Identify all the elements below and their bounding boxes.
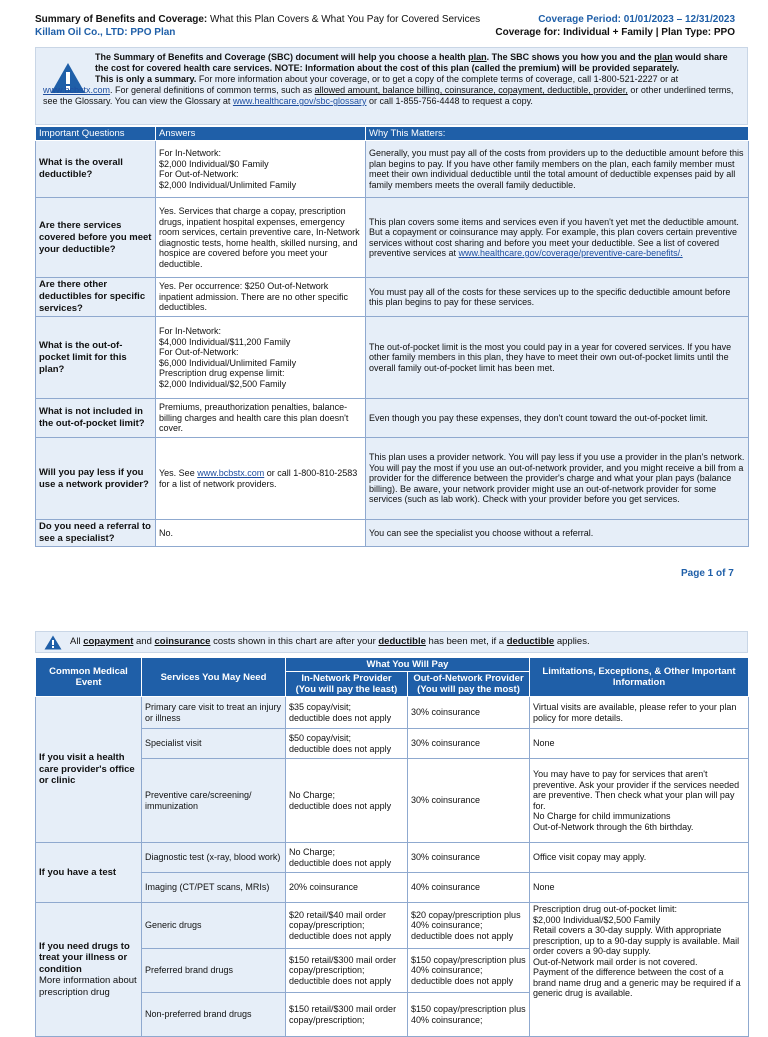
preventive-care-link[interactable]: www.healthcare.gov/coverage/preventive-care-benefits/.: [458, 248, 683, 258]
col-header-event: Common Medical Event: [36, 658, 142, 697]
cost-notice: All copayment and coinsurance costs shown in this chart are after your deductible has been met, if a deductible applies.: [35, 631, 748, 653]
question-cell: Are there other deductibles for specific services?: [36, 278, 156, 317]
why-cell: You can see the specialist you choose without a referral.: [366, 520, 749, 547]
limitations-cell: None: [530, 729, 749, 759]
in-network-cell: No Charge; deductible does not apply: [286, 843, 408, 873]
question-cell: Do you need a referral to see a specialist?: [36, 520, 156, 547]
bcbstx-link[interactable]: www.bcbstx.com: [43, 85, 111, 95]
limitations-cell: You may have to pay for services that aren't preventive. Ask your provider if the services needed are preventive. Then check what your plan will pay for. No Charge for child immunizations Out-of-Network through the 6th birthday.: [530, 759, 749, 843]
why-cell: This plan covers some items and services even if you haven't yet met the deductible amount. But a copayment or coinsurance may apply. For example, this plan covers certain preventive services without cost sharing and before you meet your deductible. See a list of covered preventive services at www.healthcare.gov/coverage/preventive-care-benefits/.: [366, 198, 749, 278]
benefits-table: [35, 657, 749, 1037]
in-network-cell: $35 copay/visit; deductible does not apply: [286, 697, 408, 729]
question-cell: What is the out-of-pocket limit for this plan?: [36, 317, 156, 399]
service-cell: Non-preferred brand drugs: [142, 993, 286, 1037]
answer-cell: Yes. Per occurrence: $250 Out-of-Network inpatient admission. There are no other specific deductibles.: [156, 278, 366, 317]
why-cell: The out-of-pocket limit is the most you could pay in a year for covered services. If you have other family members in this plan, they have to meet their own out-of-pocket limits until the overall family out-of-pocket limit has been met.: [366, 317, 749, 399]
service-cell: Preferred brand drugs: [142, 949, 286, 993]
table-row: [36, 198, 749, 278]
col-header-what-you-pay: What You Will Pay: [286, 658, 530, 672]
out-network-cell: $20 copay/prescription plus 40% coinsurance; deductible does not apply: [408, 903, 530, 949]
answer-cell: Yes. See www.bcbstx.com or call 1-800-810-2583 for a list of network providers.: [156, 438, 366, 520]
glossary-link[interactable]: www.healthcare.gov/sbc-glossary: [232, 96, 367, 106]
question-cell: What is the overall deductible?: [36, 141, 156, 198]
table-row: [36, 697, 749, 729]
out-network-cell: 30% coinsurance: [408, 697, 530, 729]
page-number: Page 1 of 7: [681, 568, 734, 579]
summary-notice: [35, 47, 748, 125]
coverage-for: Coverage for: Individual + Family | Plan Type: PPO: [495, 27, 735, 38]
col-header-limitations: Limitations, Exceptions, & Other Important Information: [530, 658, 749, 697]
out-network-cell: $150 copay/prescription plus 40% coinsurance; deductible does not apply: [408, 949, 530, 993]
limitations-cell: Virtual visits are available, please refer to your plan policy for more details.: [530, 697, 749, 729]
in-network-cell: 20% coinsurance: [286, 873, 408, 903]
medical-event-cell: If you have a test: [36, 843, 142, 903]
service-cell: Diagnostic test (x-ray, blood work): [142, 843, 286, 873]
in-network-cell: $20 retail/$40 mail order copay/prescription; deductible does not apply: [286, 903, 408, 949]
table-row: [36, 520, 749, 547]
why-cell: Generally, you must pay all of the costs from providers up to the deductible amount before this plan begins to pay. If you have other family members on the plan, each family member must meet their own individual deductible until the total amount of deductible expenses paid by all family members meets the overall family deductible.: [366, 141, 749, 198]
in-network-cell: No Charge; deductible does not apply: [286, 759, 408, 843]
col-header-why: Why This Matters:: [366, 127, 749, 141]
service-cell: Generic drugs: [142, 903, 286, 949]
why-cell: Even though you pay these expenses, they don't count toward the out-of-pocket limit.: [366, 399, 749, 438]
answer-cell: Premiums, preauthorization penalties, balance-billing charges and health care this plan doesn't cover.: [156, 399, 366, 438]
col-header-services: Services You May Need: [142, 658, 286, 697]
col-header-questions: Important Questions: [36, 127, 156, 141]
provider-list-link[interactable]: www.bcbstx.com: [197, 468, 265, 478]
notice-intro: The Summary of Benefits and Coverage (SBC) document will help you choose a health plan. The SBC shows you how you and the plan would share the cost for covered health care services. NOTE: Information about the cost of this plan (called the premium) will be provided separately.: [95, 52, 728, 73]
service-cell: Preventive care/screening/ immunization: [142, 759, 286, 843]
table-row: [36, 843, 749, 873]
out-network-cell: $150 copay/prescription plus 40% coinsurance;: [408, 993, 530, 1037]
sbc-header: [35, 13, 735, 41]
col-header-in-network: In-Network Provider (You will pay the least): [286, 672, 408, 697]
medical-event-cell: If you visit a health care provider's office or clinic: [36, 697, 142, 843]
plan-name: Killam Oil Co., LTD: PPO Plan: [35, 27, 176, 38]
table-row: [36, 141, 749, 198]
question-cell: What is not included in the out-of-pocket limit?: [36, 399, 156, 438]
answer-cell: Yes. Services that charge a copay, prescription drugs, inpatient hospital expenses, emergency room services, certain preventive care, In-Network diagnostic tests, home health, skilled nursing, and hospice are covered before you meet your deductible.: [156, 198, 366, 278]
out-network-cell: 30% coinsurance: [408, 843, 530, 873]
document-title: Summary of Benefits and Coverage: What this Plan Covers & What You Pay for Covered Services: [35, 14, 481, 25]
medical-event-cell: If you need drugs to treat your illness or condition More information about prescription drug: [36, 903, 142, 1037]
col-header-answers: Answers: [156, 127, 366, 141]
out-network-cell: 40% coinsurance: [408, 873, 530, 903]
table-row: [36, 438, 749, 520]
in-network-cell: $50 copay/visit; deductible does not apply: [286, 729, 408, 759]
table-row: [36, 729, 749, 759]
limitations-cell: Office visit copay may apply.: [530, 843, 749, 873]
table-row: [36, 873, 749, 903]
why-cell: This plan uses a provider network. You will pay less if you use a provider in the plan's network. You will pay the most if you use an out-of-network provider, and you might receive a bill from a provider for the difference between the provider's charge and what your plan pays (balance billing). Be aware, your network provider might use an out-of-network provider for some services (such as lab work). Check with your provider before you get services.: [366, 438, 749, 520]
question-cell: Will you pay less if you use a network provider?: [36, 438, 156, 520]
answer-cell: For In-Network: $4,000 Individual/$11,200 Family For Out-of-Network: $6,000 Individual/Unlimited Family Prescription drug expense limit: $2,000 Individual/$2,500 Family: [156, 317, 366, 399]
notice-details-cont: www.bcbstx.com. For general definitions of common terms, such as allowed amount, balance billing, coinsurance, copayment, deductible, provider, or other underlined terms, see the Glossary. You can view the Glossary at www.healthcare.gov/sbc-glossary or call 1-855-756-4448 to request a copy.: [43, 85, 734, 106]
why-cell: You must pay all of the costs for these services up to the specific deductible amount before this plan begins to pay for these services.: [366, 278, 749, 317]
limitations-cell: Prescription drug out-of-pocket limit: $2,000 Individual/$2,500 Family Retail covers a 30-day supply. With appropriate prescription, up to a 90-day supply is available. Mail order covers a 90-day supply. Out-of-Network mail order is not covered. Payment of the difference between the cost of a brand name drug and a generic may be required if a generic drug is available.: [530, 903, 749, 1037]
notice-details: This is only a summary. For more information about your coverage, or to get a copy of the complete terms of coverage, call 1-800-521-2227 or at: [95, 74, 679, 84]
in-network-cell: $150 retail/$300 mail order copay/prescription; deductible does not apply: [286, 949, 408, 993]
table-row: [36, 317, 749, 399]
service-cell: Imaging (CT/PET scans, MRIs): [142, 873, 286, 903]
answer-cell: For In-Network: $2,000 Individual/$0 Family For Out-of-Network: $2,000 Individual/Unlimited Family: [156, 141, 366, 198]
coverage-period: Coverage Period: 01/01/2023 – 12/31/2023: [538, 14, 735, 25]
table-row: [36, 759, 749, 843]
table-row: [36, 399, 749, 438]
limitations-cell: None: [530, 873, 749, 903]
out-network-cell: 30% coinsurance: [408, 729, 530, 759]
in-network-cell: $150 retail/$300 mail order copay/prescription;: [286, 993, 408, 1037]
service-cell: Specialist visit: [142, 729, 286, 759]
out-network-cell: 30% coinsurance: [408, 759, 530, 843]
important-questions-table: [35, 126, 749, 547]
question-cell: Are there services covered before you meet your deductible?: [36, 198, 156, 278]
table-row: [36, 278, 749, 317]
answer-cell: No.: [156, 520, 366, 547]
service-cell: Primary care visit to treat an injury or illness: [142, 697, 286, 729]
table-row: [36, 903, 749, 949]
col-header-out-network: Out-of-Network Provider (You will pay the most): [408, 672, 530, 697]
warning-icon: [44, 635, 62, 650]
